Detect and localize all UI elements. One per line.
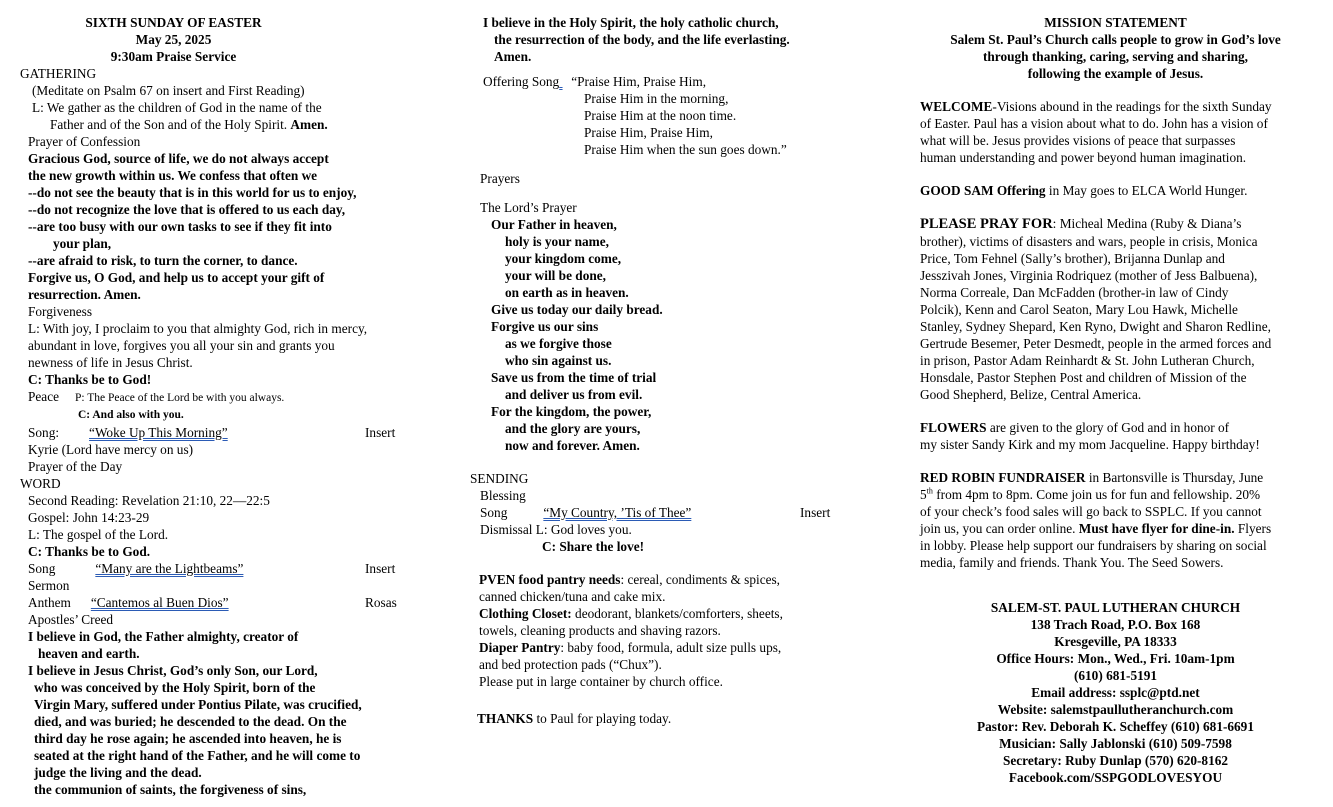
offering-label: Offering Song [483, 74, 560, 89]
secretary-contact: Secretary: Ruby Dunlap (570) 620-8162 [1002, 753, 1229, 768]
pantry-label: PVEN food pantry needs [479, 572, 621, 587]
closet-text: deodorant, blankets/comforters, sheets, [571, 606, 783, 621]
prayer-list-line: Jesszivah Jones, Virginia Rodriquez (mother of Jess Balbuena), [920, 268, 1258, 283]
creed-line: seated at the right hand of the Father, and he will come to [34, 748, 361, 763]
gathering-song-row [20, 424, 415, 441]
peace-pastor-line: P: The Peace of the Lord be with you always. [75, 392, 285, 404]
forgiveness-title: Forgiveness [28, 304, 93, 319]
forgiveness-line: L: With joy, I proclaim to you that almighty God, rich in mercy, [28, 321, 368, 336]
peace-congregation-line: C: And also with you. [78, 409, 184, 421]
church-email: Email address: ssplc@ptd.net [1031, 685, 1200, 700]
blessing: Blessing [480, 488, 526, 503]
confession-line: --are too busy with our own tasks to see if they fit into [28, 219, 332, 234]
prayer-list-line: Honsdale, Pastor Stephen Post and children of Mission of the [920, 370, 1247, 385]
prayer-list-line: Norma Correale, Dan McFadden (brother-in law of Cindy [920, 285, 1229, 300]
prayer-list-line: Polcik), Kenn and Carol Seaton, Mary Lou Hawk, Michelle [920, 302, 1238, 317]
prayer-list-line: Stanley, Sydney Shepard, Ken Ryno, Dwight and Sharon Redline, [920, 319, 1271, 334]
fundraiser-label: RED ROBIN FUNDRAISER [920, 470, 1086, 485]
fundraiser-time: from 4pm to 8pm. Come join us for fun and fellowship. 20% [932, 487, 1261, 502]
creed-line: the communion of saints, the forgiveness of sins, [34, 782, 307, 797]
closet-text-line: towels, cleaning products and shaving razors. [479, 623, 721, 638]
welcome-line: human understanding and power beyond human imagination. [920, 150, 1247, 165]
section-heading-sending: SENDING [470, 471, 529, 486]
good-sam-text: in May goes to ELCA World Hunger. [1045, 183, 1248, 198]
prayer-list-line: Gertrude Besemer, Peter Desmedt, people in the armed forces and [920, 336, 1272, 351]
fundraiser-date-day: 5 [920, 487, 927, 502]
closet-notice [470, 605, 870, 622]
confession-line: --are afraid to risk, to turn the corner, to dance. [28, 253, 298, 268]
diaper-label: Diaper Pantry [479, 640, 561, 655]
song-label: Song [480, 505, 508, 520]
lords-prayer-line: For the kingdom, the power, [491, 404, 652, 419]
fundraiser-line [918, 486, 1313, 503]
song-title: “Woke Up This Morning” [89, 425, 228, 440]
church-website: Website: salemstpaullutheranchurch.com [997, 702, 1234, 717]
creed-line: judge the living and the dead. [34, 765, 202, 780]
fundraiser-flyer-required: Must have flyer for dine-in. [1078, 521, 1235, 536]
welcome-text: -Visions abound in the readings for the sixth Sunday [992, 99, 1272, 114]
mission-heading: MISSION STATEMENT [1044, 15, 1187, 30]
prayer-of-the-day: Prayer of the Day [28, 459, 123, 474]
church-phone: (610) 681-5191 [1073, 668, 1158, 683]
creed-line: died, and was buried; he descended to the dead. On the [34, 714, 347, 729]
mission-line: following the example of Jesus. [1027, 66, 1204, 81]
lords-prayer-line: your kingdom come, [505, 251, 622, 266]
peace-row [20, 388, 415, 407]
church-contact-block [918, 599, 1313, 786]
church-city: Kresgeville, PA 18333 [1054, 634, 1177, 649]
welcome-paragraph [918, 98, 1313, 115]
thanks-text: to Paul for playing today. [533, 711, 672, 726]
fundraiser-line: of your check’s food sales will go back to SSPLC. If you cannot [920, 504, 1262, 519]
song-source: Insert [365, 425, 396, 440]
confession-title: Prayer of Confession [28, 134, 141, 149]
creed-line: heaven and earth. [38, 646, 140, 661]
pantry-text: : cereal, condiments & spices, [620, 572, 780, 587]
mission-line: through thanking, caring, serving and sharing, [982, 49, 1249, 64]
forgiveness-line: abundant in love, forgives you all your sin and grants you [28, 338, 335, 353]
creed-line: I believe in the Holy Spirit, the holy catholic church, [483, 15, 779, 30]
prayer-list-line: Price, Tom Fehnel (Sally’s brother), Brijanna Dunlap and [920, 251, 1225, 266]
offering-lyric: Praise Him in the morning, [584, 91, 729, 106]
confession-line: resurrection. Amen. [28, 287, 141, 302]
lords-prayer-line: your will be done, [505, 268, 606, 283]
anthem-row [20, 594, 415, 611]
prayer-list-line: in prison, Pastor Adam Reinhardt & St. John Lutheran Church, [920, 353, 1255, 368]
offering-lyric: Praise Him, Praise Him, [584, 125, 713, 140]
word-song-row [20, 560, 415, 577]
forgiveness-response: C: Thanks be to God! [28, 372, 152, 387]
facebook-link: Facebook.com/SSPGODLOVESYOU [1008, 770, 1223, 785]
meditation-note: (Meditate on Psalm 67 on insert and First Reading) [32, 83, 305, 98]
welcome-line: of Easter. Paul has a vision about what to do. John has a vision of [920, 116, 1268, 131]
dismissal: Dismissal L: God loves you. [480, 522, 632, 537]
gospel-leader-line: L: The gospel of the Lord. [28, 527, 169, 542]
offering-song-row [470, 73, 870, 90]
container-note: Please put in large container by church office. [479, 674, 723, 689]
creed-line: Virgin Mary, suffered under Pontius Pilate, was crucified, [34, 697, 362, 712]
lords-prayer-line: Give us today our daily bread. [491, 302, 663, 317]
column-order-of-service-2 [470, 14, 870, 727]
flowers-line: my sister Sandy Kirk and my mom Jacqueline. Happy birthday! [920, 437, 1260, 452]
confession-line: Gracious God, source of life, we do not always accept [28, 151, 329, 166]
good-sam-label: GOOD SAM Offering [920, 183, 1046, 198]
service-title: SIXTH SUNDAY OF EASTER [85, 15, 262, 30]
welcome-line: what will be. Jesus provides visions of peace that surpasses [920, 133, 1236, 148]
pantry-notice [470, 571, 870, 588]
gospel-response: C: Thanks be to God. [28, 544, 151, 559]
creed-line: I believe in God, the Father almighty, creator of [28, 629, 299, 644]
lords-prayer-line: and the glory are yours, [505, 421, 641, 436]
offering-lyric: Praise Him when the sun goes down.” [584, 142, 787, 157]
confession-line: the new growth within us. We confess that often we [28, 168, 318, 183]
fundraiser-text: in Bartonsville is Thursday, June [1085, 470, 1264, 485]
prayer-list-first-line [918, 215, 1313, 233]
kyrie: Kyrie (Lord have mercy on us) [28, 442, 194, 457]
prayer-list-label: PLEASE PRAY FOR [920, 216, 1053, 232]
column-order-of-service-1 [20, 14, 415, 798]
pastor-contact: Pastor: Rev. Deborah K. Scheffey (610) 681-6691 [977, 719, 1254, 734]
prayer-list-text: : Micheal Medina (Ruby & Diana’s [1052, 216, 1242, 231]
section-heading-gathering: GATHERING [20, 66, 97, 81]
thanks-notice [470, 710, 870, 727]
amen-response: Amen. [290, 117, 328, 132]
musician-contact: Musician: Sally Jablonski (610) 509-7598 [999, 736, 1232, 751]
church-name: SALEM-ST. PAUL LUTHERAN CHURCH [990, 600, 1241, 615]
good-sam-notice [918, 182, 1313, 199]
song-source: Insert [800, 505, 831, 520]
fundraiser-line [918, 520, 1313, 537]
lords-prayer-line: Forgive us our sins [491, 319, 599, 334]
song-title: “My Country, ’Tis of Thee” [543, 505, 692, 520]
song-label: Song [28, 561, 56, 576]
flowers-label: FLOWERS [920, 420, 987, 435]
pantry-text-line: canned chicken/tuna and cake mix. [479, 589, 666, 604]
lords-prayer-line: on earth as in heaven. [505, 285, 629, 300]
service-date: May 25, 2025 [135, 32, 212, 47]
confession-line: Forgive us, O God, and help us to accept your gift of [28, 270, 325, 285]
mission-line: Salem St. Paul’s Church calls people to grow in God’s love [950, 32, 1281, 47]
trinity-text: Father and of the Son and of the Holy Spirit. [50, 117, 288, 132]
flowers-notice [918, 419, 1313, 436]
section-heading-word: WORD [20, 476, 61, 491]
fundraiser-notice [918, 469, 1313, 486]
prayer-list-line: Good Shepherd, Belize, Central America. [920, 387, 1142, 402]
lords-prayer-line: as we forgive those [505, 336, 612, 351]
gathering-leader-line: L: We gather as the children of God in the name of the [32, 100, 322, 115]
diaper-text-line: and bed protection pads (“Chux”). [479, 657, 662, 672]
column-announcements [918, 14, 1313, 786]
song-title: “Many are the Lightbeams” [95, 561, 244, 576]
prayers: Prayers [480, 171, 520, 186]
thanks-label: THANKS [477, 711, 534, 726]
gathering-leader-line-2 [20, 116, 415, 133]
anthem-label: Anthem [28, 595, 71, 610]
song-source: Insert [365, 561, 396, 576]
fundraiser-online: join us, you can order online. [920, 521, 1079, 536]
fundraiser-line: in lobby. Please help support our fundraisers by sharing on social [920, 538, 1267, 553]
sending-song-row [470, 504, 870, 521]
lords-prayer-line: now and forever. Amen. [505, 438, 640, 453]
confession-line: your plan, [53, 236, 112, 251]
lords-prayer-title: The Lord’s Prayer [480, 200, 577, 215]
lords-prayer-line: who sin against us. [505, 353, 612, 368]
creed-title: Apostles’ Creed [28, 612, 114, 627]
diaper-text: : baby food, formula, adult size pulls ups, [560, 640, 782, 655]
anthem-title: “Cantemos al Buen Dios” [90, 595, 229, 610]
gospel-reading: Gospel: John 14:23-29 [28, 510, 150, 525]
offering-lyric: “Praise Him, Praise Him, [571, 74, 707, 89]
peace-label: Peace [28, 389, 60, 404]
flowers-text: are given to the glory of God and in honor of [986, 420, 1230, 435]
lords-prayer-line: and deliver us from evil. [505, 387, 643, 402]
dismissal-response: C: Share the love! [542, 539, 645, 554]
confession-line: --do not see the beauty that is in this world for us to enjoy, [28, 185, 357, 200]
sermon: Sermon [28, 578, 70, 593]
confession-line: --do not recognize the love that is offered to us each day, [28, 202, 346, 217]
prayer-list-line: brother), victims of disasters and wars, people in crisis, Monica [920, 234, 1258, 249]
offering-lyric: Praise Him at the noon time. [584, 108, 737, 123]
lords-prayer-line: holy is your name, [505, 234, 609, 249]
creed-line: the resurrection of the body, and the life everlasting. [494, 32, 790, 47]
creed-line: I believe in Jesus Christ, God’s only Son, our Lord, [28, 663, 318, 678]
creed-line: third day he rose again; he ascended into heaven, he is [34, 731, 342, 746]
diaper-notice [470, 639, 870, 656]
fundraiser-date-suffix: th [926, 486, 933, 496]
creed-line: Amen. [494, 49, 532, 64]
forgiveness-line: newness of life in Jesus Christ. [28, 355, 193, 370]
closet-label: Clothing Closet: [479, 606, 572, 621]
song-label: Song: [28, 425, 60, 440]
church-address: 138 Trach Road, P.O. Box 168 [1030, 617, 1201, 632]
creed-line: who was conceived by the Holy Spirit, born of the [34, 680, 316, 695]
lords-prayer-line: Save us from the time of trial [491, 370, 657, 385]
fundraiser-line: media, family and friends. Thank You. The Seed Sowers. [920, 555, 1224, 570]
fundraiser-flyers: Flyers [1234, 521, 1272, 536]
service-time: 9:30am Praise Service [110, 49, 237, 64]
lords-prayer-line: Our Father in heaven, [491, 217, 617, 232]
welcome-label: WELCOME [920, 99, 993, 114]
second-reading: Second Reading: Revelation 21:10, 22—22:5 [28, 493, 270, 508]
anthem-source: Rosas [365, 595, 397, 610]
office-hours: Office Hours: Mon., Wed., Fri. 10am-1pm [996, 651, 1235, 666]
